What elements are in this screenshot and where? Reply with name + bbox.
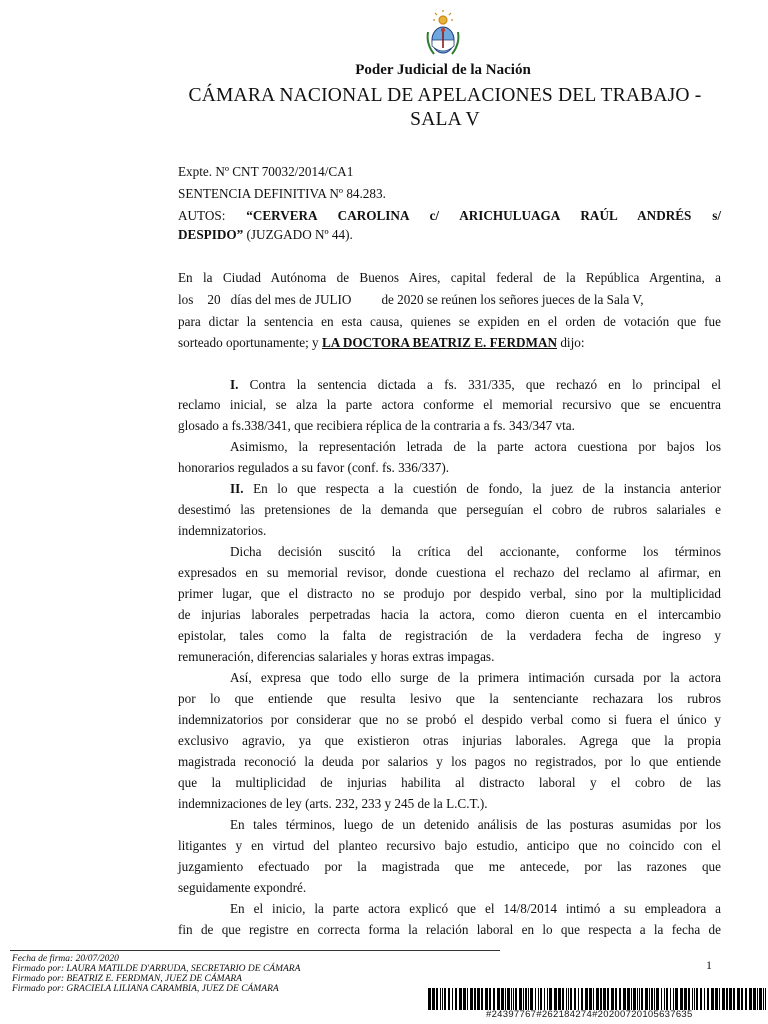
paragraph-6-line: En tales términos, luego de un detenido análisis de las posturas asumidas por los bbox=[230, 817, 721, 832]
paragraph-2-line: Asimismo, la representación letrada de la parte actora cuestiona por bajos los bbox=[230, 439, 721, 454]
barcode-bar bbox=[696, 988, 698, 1010]
barcode-bar bbox=[528, 988, 529, 1010]
barcode-bar bbox=[627, 988, 630, 1010]
court-chamber-title bbox=[160, 84, 730, 132]
barcode-bar bbox=[684, 988, 687, 1010]
barcode-bar bbox=[485, 988, 488, 1010]
barcode-bar bbox=[753, 988, 756, 1010]
barcode-bar bbox=[519, 988, 522, 1010]
sentence-number: SENTENCIA DEFINITIVA Nº 84.283. bbox=[178, 186, 386, 201]
barcode-bar bbox=[722, 988, 725, 1010]
intro-date-line: los 20 días del mes de JULIO de 2020 se reúnen los señores jueces de la Sala V, bbox=[178, 292, 644, 307]
barcode-bar bbox=[600, 988, 602, 1010]
barcode-bar bbox=[507, 988, 510, 1010]
paragraph-3-line: desestimó las pretensiones de la demanda que perseguían el cobro de rubros salariales e bbox=[178, 502, 721, 517]
intro-vote-line: sorteado oportunamente; y LA DOCTORA BEATRIZ E. FERDMAN dijo: bbox=[178, 335, 585, 350]
barcode-bar bbox=[463, 988, 466, 1010]
chamber-title-line-1: CÁMARA NACIONAL DE APELACIONES DEL TRABAJO - bbox=[188, 85, 702, 106]
barcode-number: #24397767#262184274#20200720105637635 bbox=[486, 1009, 693, 1020]
barcode-bar bbox=[558, 988, 561, 1010]
barcode-bar bbox=[578, 988, 579, 1010]
barcode-bar bbox=[645, 988, 648, 1010]
barcode-bar bbox=[513, 988, 514, 1010]
paragraph-1-line: I. Contra la sentencia dictada a fs. 331/335, que rechazó en lo principal el bbox=[230, 377, 722, 392]
barcode-bar bbox=[515, 988, 517, 1010]
paragraph-6-line: litigantes y en virtud del planteo recursivo bajo estudio, anticipo que no coincido con el bbox=[178, 838, 721, 853]
barcode-bar bbox=[729, 988, 732, 1010]
barcode-bar bbox=[603, 988, 606, 1010]
barcode-bar bbox=[459, 988, 462, 1010]
signature-date: Fecha de firma: 20/07/2020 bbox=[12, 954, 119, 964]
section-number: I. bbox=[230, 377, 239, 392]
court-number: (JUZGADO Nº 44). bbox=[246, 227, 353, 242]
barcode-bar bbox=[611, 988, 614, 1010]
barcode-bar bbox=[704, 988, 705, 1010]
barcode-bar bbox=[737, 988, 740, 1010]
barcode-bar bbox=[440, 988, 441, 1010]
barcode-bar bbox=[700, 988, 702, 1010]
barcode-bar bbox=[570, 988, 572, 1010]
barcode-bar bbox=[688, 988, 690, 1010]
barcode-bar bbox=[544, 988, 545, 1010]
coat-of-arms-seal bbox=[424, 10, 462, 58]
paragraph-4-line: epistolar, tales como la falta de registración de la verdadera fecha de ingreso y bbox=[178, 628, 721, 643]
barcode-bar bbox=[535, 988, 536, 1010]
signature-line: Firmado por: LAURA MATILDE D'ARRUDA, SECRETARIO DE CÁMARA bbox=[12, 964, 301, 974]
barcode-bar bbox=[719, 988, 720, 1010]
paragraph-3-line: II. En lo que respecta a la cuestión de fondo, la juez de la instancia anterior bbox=[230, 481, 721, 496]
barcode-bar bbox=[566, 988, 567, 1010]
barcode-bar bbox=[432, 988, 435, 1010]
barcode-bar bbox=[641, 988, 643, 1010]
barcode-bar bbox=[523, 988, 524, 1010]
barcode-bar bbox=[585, 988, 588, 1010]
paragraph-6-line: seguidamente expondré. bbox=[178, 880, 307, 895]
case-file-number: Expte. Nº CNT 70032/2014/CA1 bbox=[178, 164, 354, 179]
barcode-bar bbox=[649, 988, 650, 1010]
paragraph-7-line: En el inicio, la parte actora explicó que el 14/8/2014 intimó a su empleadora a bbox=[230, 901, 721, 916]
barcode-bar bbox=[549, 988, 552, 1010]
barcode-bar bbox=[633, 988, 636, 1010]
barcode-bar bbox=[651, 988, 653, 1010]
barcode-bar bbox=[694, 988, 695, 1010]
barcode-bar bbox=[525, 988, 527, 1010]
barcode-bar bbox=[562, 988, 564, 1010]
barcode-bar bbox=[615, 988, 617, 1010]
paragraph-4-line: Dicha decisión suscitó la crítica del accionante, conforme los términos bbox=[230, 544, 721, 559]
paragraph-5-line: exclusivo agravio, ya que existieron otras injurias laborales. Agrega que la propia bbox=[178, 733, 721, 748]
barcode-bar bbox=[733, 988, 735, 1010]
barcode-bar bbox=[707, 988, 709, 1010]
barcode-bar bbox=[489, 988, 491, 1010]
barcode-bar bbox=[759, 988, 762, 1010]
barcode-bar bbox=[474, 988, 476, 1010]
barcode-bar bbox=[639, 988, 640, 1010]
barcode-bar bbox=[623, 988, 626, 1010]
barcode-bar bbox=[757, 988, 758, 1010]
barcode-bar bbox=[538, 988, 539, 1010]
barcode-bar bbox=[664, 988, 665, 1010]
case-caption-line-2 bbox=[178, 227, 721, 243]
paragraph-5-line: indemnizatorios por considerar que no se probó el despido verbal como si fuera el único y bbox=[178, 712, 721, 727]
barcode-bar bbox=[593, 988, 594, 1010]
barcode-bar bbox=[765, 988, 766, 1010]
barcode-bar bbox=[574, 988, 576, 1010]
paragraph-5-line: Así, expresa que todo ello surge de la primera intimación cursada por la actora bbox=[230, 670, 721, 685]
autos-label: AUTOS: bbox=[178, 208, 226, 223]
section-number: II. bbox=[230, 481, 244, 496]
autos-parties: “CERVERA CAROLINA c/ ARICHULUAGA RAÚL ANDRÉS s/ bbox=[246, 208, 722, 223]
barcode-bar bbox=[763, 988, 764, 1010]
barcode-bar bbox=[749, 988, 752, 1010]
barcode-bar bbox=[656, 988, 659, 1010]
barcode-bar bbox=[711, 988, 714, 1010]
paragraph-7-line: fin de que registre en correcta forma la relación laboral en lo que respecta a la fecha de bbox=[178, 922, 721, 937]
intro-line: para dictar la sentencia en esta causa, quienes se expiden en el orden de votación que fue bbox=[178, 314, 721, 329]
barcode-bar bbox=[481, 988, 483, 1010]
barcode-bar bbox=[501, 988, 504, 1010]
barcode-bar bbox=[589, 988, 592, 1010]
barcode-bar bbox=[442, 988, 443, 1010]
paragraph-4-line: remuneración, diferencias salariales y horas extras impagas. bbox=[178, 649, 495, 664]
barcode-bar bbox=[477, 988, 480, 1010]
signature-line: Firmado por: BEATRIZ E. FERDMAN, JUEZ DE CÁMARA bbox=[12, 974, 242, 984]
barcode-bar bbox=[692, 988, 693, 1010]
court-branch-title: Poder Judicial de la Nación bbox=[355, 62, 531, 78]
barcode-bar bbox=[680, 988, 683, 1010]
barcode-bar bbox=[505, 988, 506, 1010]
judge-name: LA DOCTORA BEATRIZ E. FERDMAN bbox=[321, 335, 558, 350]
paragraph-3-line: indemnizatorios. bbox=[178, 523, 267, 538]
barcode-bar bbox=[661, 988, 662, 1010]
paragraph-6-line: juzgamiento efectuado por la magistrada que me antecede, por las razones que bbox=[178, 859, 721, 874]
intro-line: En la Ciudad Autónoma de Buenos Aires, capital federal de la República Argentina, a bbox=[178, 270, 721, 285]
case-caption-line-1 bbox=[178, 208, 721, 224]
page-number: 1 bbox=[706, 958, 712, 972]
barcode-bar bbox=[673, 988, 674, 1010]
barcode-bar bbox=[511, 988, 512, 1010]
barcode-bar bbox=[666, 988, 668, 1010]
paragraph-5-line: que la multiplicidad de injurias habilita al distracto laboral y el cobro de las bbox=[178, 775, 721, 790]
barcode-bar bbox=[540, 988, 542, 1010]
barcode-graphic bbox=[428, 988, 766, 1010]
barcode-bar bbox=[726, 988, 728, 1010]
paragraph-4-line: de injurias laborales perpetradas hacia la actora, como dieron cuenta en el intercambio bbox=[178, 607, 721, 622]
barcode-bar bbox=[470, 988, 473, 1010]
footer-divider bbox=[10, 950, 500, 951]
barcode-bar bbox=[581, 988, 583, 1010]
barcode-bar bbox=[745, 988, 747, 1010]
barcode-bar bbox=[467, 988, 468, 1010]
barcode-bar bbox=[654, 988, 655, 1010]
barcode-bar bbox=[670, 988, 671, 1010]
day-value: 20 bbox=[207, 292, 221, 307]
paragraph-5-line: por lo que entiende que resulta lesivo que la sentenciante rechazara los rubros bbox=[178, 691, 721, 706]
paragraph-4-line: expresados en su memorial revisor, donde cuestiona el rechazo del reclamo al afirmar, en bbox=[178, 565, 721, 580]
barcode-bar bbox=[675, 988, 678, 1010]
paragraph-2-line: honorarios regulados a su favor (conf. fs. 336/337). bbox=[178, 460, 450, 475]
barcode-bar bbox=[741, 988, 743, 1010]
barcode-bar bbox=[637, 988, 638, 1010]
barcode-bar bbox=[455, 988, 457, 1010]
barcode-bar bbox=[530, 988, 533, 1010]
signature-line: Firmado por: GRACIELA LILIANA CARAMBIA, JUEZ DE CÁMARA bbox=[12, 984, 279, 994]
barcode-bar bbox=[497, 988, 500, 1010]
paragraph-5-line: indemnizaciones de ley (arts. 232, 233 y 245 de la L.C.T.). bbox=[178, 796, 488, 811]
autos-parties-cont: DESPIDO” bbox=[178, 227, 244, 242]
barcode-bar bbox=[619, 988, 621, 1010]
paragraph-5-line: magistrada reconoció la deuda por salarios y los pagos no registrados, por lo que entiende bbox=[178, 754, 721, 769]
paragraph-1-line: glosado a fs.338/341, que recibiera réplica de la contraria a fs. 343/347 vta. bbox=[178, 418, 575, 433]
barcode-bar bbox=[554, 988, 557, 1010]
barcode-bar bbox=[493, 988, 495, 1010]
barcode-bar bbox=[448, 988, 450, 1010]
barcode-bar bbox=[452, 988, 453, 1010]
barcode-bar bbox=[444, 988, 446, 1010]
barcode-bar bbox=[715, 988, 718, 1010]
barcode-bar bbox=[596, 988, 599, 1010]
chamber-title-line-2: SALA V bbox=[410, 109, 480, 130]
barcode-bar bbox=[568, 988, 569, 1010]
barcode-bar bbox=[607, 988, 609, 1010]
barcode-bar bbox=[428, 988, 431, 1010]
barcode-bar bbox=[436, 988, 438, 1010]
barcode-bar bbox=[547, 988, 548, 1010]
paragraph-4-line: primer lugar, que el distracto no se produjo por despido verbal, sino por la multiplicidad bbox=[178, 586, 721, 601]
barcode-bar bbox=[631, 988, 632, 1010]
paragraph-1-line: reclamo inicial, se alza la parte actora conforme el memorial recursivo que se encuentra bbox=[178, 397, 721, 412]
